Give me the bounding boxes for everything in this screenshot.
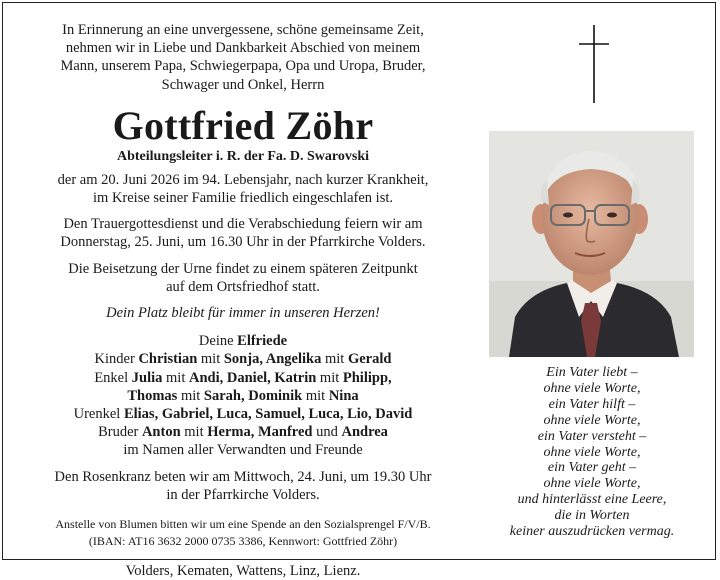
- death-notice: [17, 171, 469, 207]
- family-name: Herma, Manfred: [207, 424, 313, 441]
- family-label: Bruder: [98, 424, 139, 441]
- places: Volders, Kematen, Wattens, Linz, Lienz.: [125, 563, 361, 580]
- portrait-photo: [489, 131, 694, 357]
- family-grandchildren: [17, 369, 469, 387]
- burial-line: Die Beisetzung der Urne findet zu einem späteren Zeitpunkt: [68, 260, 418, 277]
- service-line: Donnerstag, 25. Juni, um 16.30 Uhr in der Pfarrkirche Volders.: [60, 234, 426, 251]
- family-name: Elias, Gabriel, Luca, Samuel, Luca, Lio, David: [123, 406, 413, 423]
- obituary-text: [17, 17, 469, 580]
- family-conj: und: [316, 424, 338, 441]
- service-line: Den Trauergottesdienst und die Verabschiedung feiern wir am: [63, 216, 423, 233]
- family-name: Christian: [138, 351, 198, 368]
- rosary-notice: [17, 468, 469, 504]
- family-name: Andi, Daniel, Katrin: [189, 369, 317, 386]
- cross-icon: [579, 25, 609, 103]
- rosary-line: in der Pfarrkirche Volders.: [166, 486, 320, 503]
- family-conj: mit: [166, 369, 186, 386]
- service-notice: [17, 215, 469, 251]
- portrait-illustration: [489, 131, 694, 357]
- burial-notice: [17, 260, 469, 296]
- family-wife: [17, 332, 469, 350]
- family-conj: mit: [305, 387, 326, 404]
- death-line: der am 20. Juni 2026 im 94. Lebensjahr, nach kurzer Krankheit,: [57, 171, 429, 188]
- family-brother: [17, 423, 469, 441]
- family-conj: mit: [324, 351, 345, 368]
- family-name: Thomas: [127, 387, 178, 404]
- poem-line: keiner auszudrücken vermag.: [509, 524, 675, 540]
- family-name: Nina: [328, 387, 359, 404]
- family-label: Kinder: [94, 351, 135, 368]
- deceased-name: Gottfried Zöhr: [112, 102, 374, 148]
- poem-line: ohne viele Worte,: [543, 412, 641, 428]
- family-name: Sonja, Angelika: [223, 351, 322, 368]
- family-name: Julia: [131, 369, 163, 386]
- poem-line: und hinterlässt eine Leere,: [517, 492, 667, 508]
- intro-line: nehmen wir in Liebe und Dankbarkeit Abschied von meinem: [65, 40, 421, 57]
- rosary-line: Den Rosenkranz beten wir am Mittwoch, 24. Juni, um 19.30 Uhr: [54, 468, 432, 485]
- family-grandchildren-cont: [17, 387, 469, 405]
- poem: [483, 365, 701, 540]
- poem-line: ein Vater versteht –: [537, 428, 647, 444]
- family-conj: mit: [184, 424, 204, 441]
- death-line: im Kreise seiner Familie friedlich eingeschlafen ist.: [93, 190, 393, 207]
- poem-line: die in Worten: [554, 508, 630, 524]
- family-name: Elfriede: [237, 333, 288, 350]
- family-name: Gerald: [347, 351, 392, 368]
- burial-line: auf dem Ortsfriedhof statt.: [166, 278, 320, 295]
- family-name: Anton: [141, 424, 181, 441]
- intro-line: Schwager und Onkel, Herrn: [161, 76, 325, 93]
- intro-line: In Erinnerung an eine unvergessene, schöne gemeinsame Zeit,: [62, 22, 424, 38]
- family-closing: im Namen aller Verwandten und Freunde: [123, 442, 363, 459]
- poem-line: ohne viele Worte,: [543, 380, 641, 396]
- intro-line: Mann, unserem Papa, Schwiegerpapa, Opa und Uropa, Bruder,: [60, 58, 426, 75]
- poem-line: ein Vater hilft –: [548, 396, 636, 412]
- family-children: [17, 350, 469, 368]
- donation-line: Anstelle von Blumen bitten wir um eine Spende an den Sozialsprengel F/V/B.: [55, 517, 431, 532]
- donation-line: (IBAN: AT16 3632 2000 0735 3386, Kennwort: Gottfried Zöhr): [88, 534, 398, 549]
- family-name: Sarah, Dominik: [203, 387, 303, 404]
- family-label: Enkel: [94, 369, 129, 386]
- poem-line: ohne viele Worte,: [543, 476, 641, 492]
- poem-line: ein Vater geht –: [547, 460, 637, 476]
- intro-text: [17, 21, 469, 94]
- family-conj: mit: [200, 351, 221, 368]
- family-name: Andrea: [341, 424, 388, 441]
- poem-line: ohne viele Worte,: [543, 444, 641, 460]
- family-list: [17, 332, 469, 459]
- family-name: Philipp,: [342, 369, 392, 386]
- donation-notice: [17, 516, 469, 550]
- family-conj: mit: [180, 387, 201, 404]
- family-label: Deine: [198, 333, 234, 350]
- motto: Dein Platz bleibt für immer in unseren Herzen!: [106, 305, 380, 322]
- poem-line: Ein Vater liebt –: [546, 365, 638, 380]
- obituary-card: [2, 2, 716, 580]
- family-great-grandchildren: [17, 405, 469, 423]
- family-label: Urenkel: [73, 406, 121, 423]
- family-conj: mit: [319, 369, 340, 386]
- deceased-title: Abteilungsleiter i. R. der Fa. D. Swarovski: [116, 148, 369, 164]
